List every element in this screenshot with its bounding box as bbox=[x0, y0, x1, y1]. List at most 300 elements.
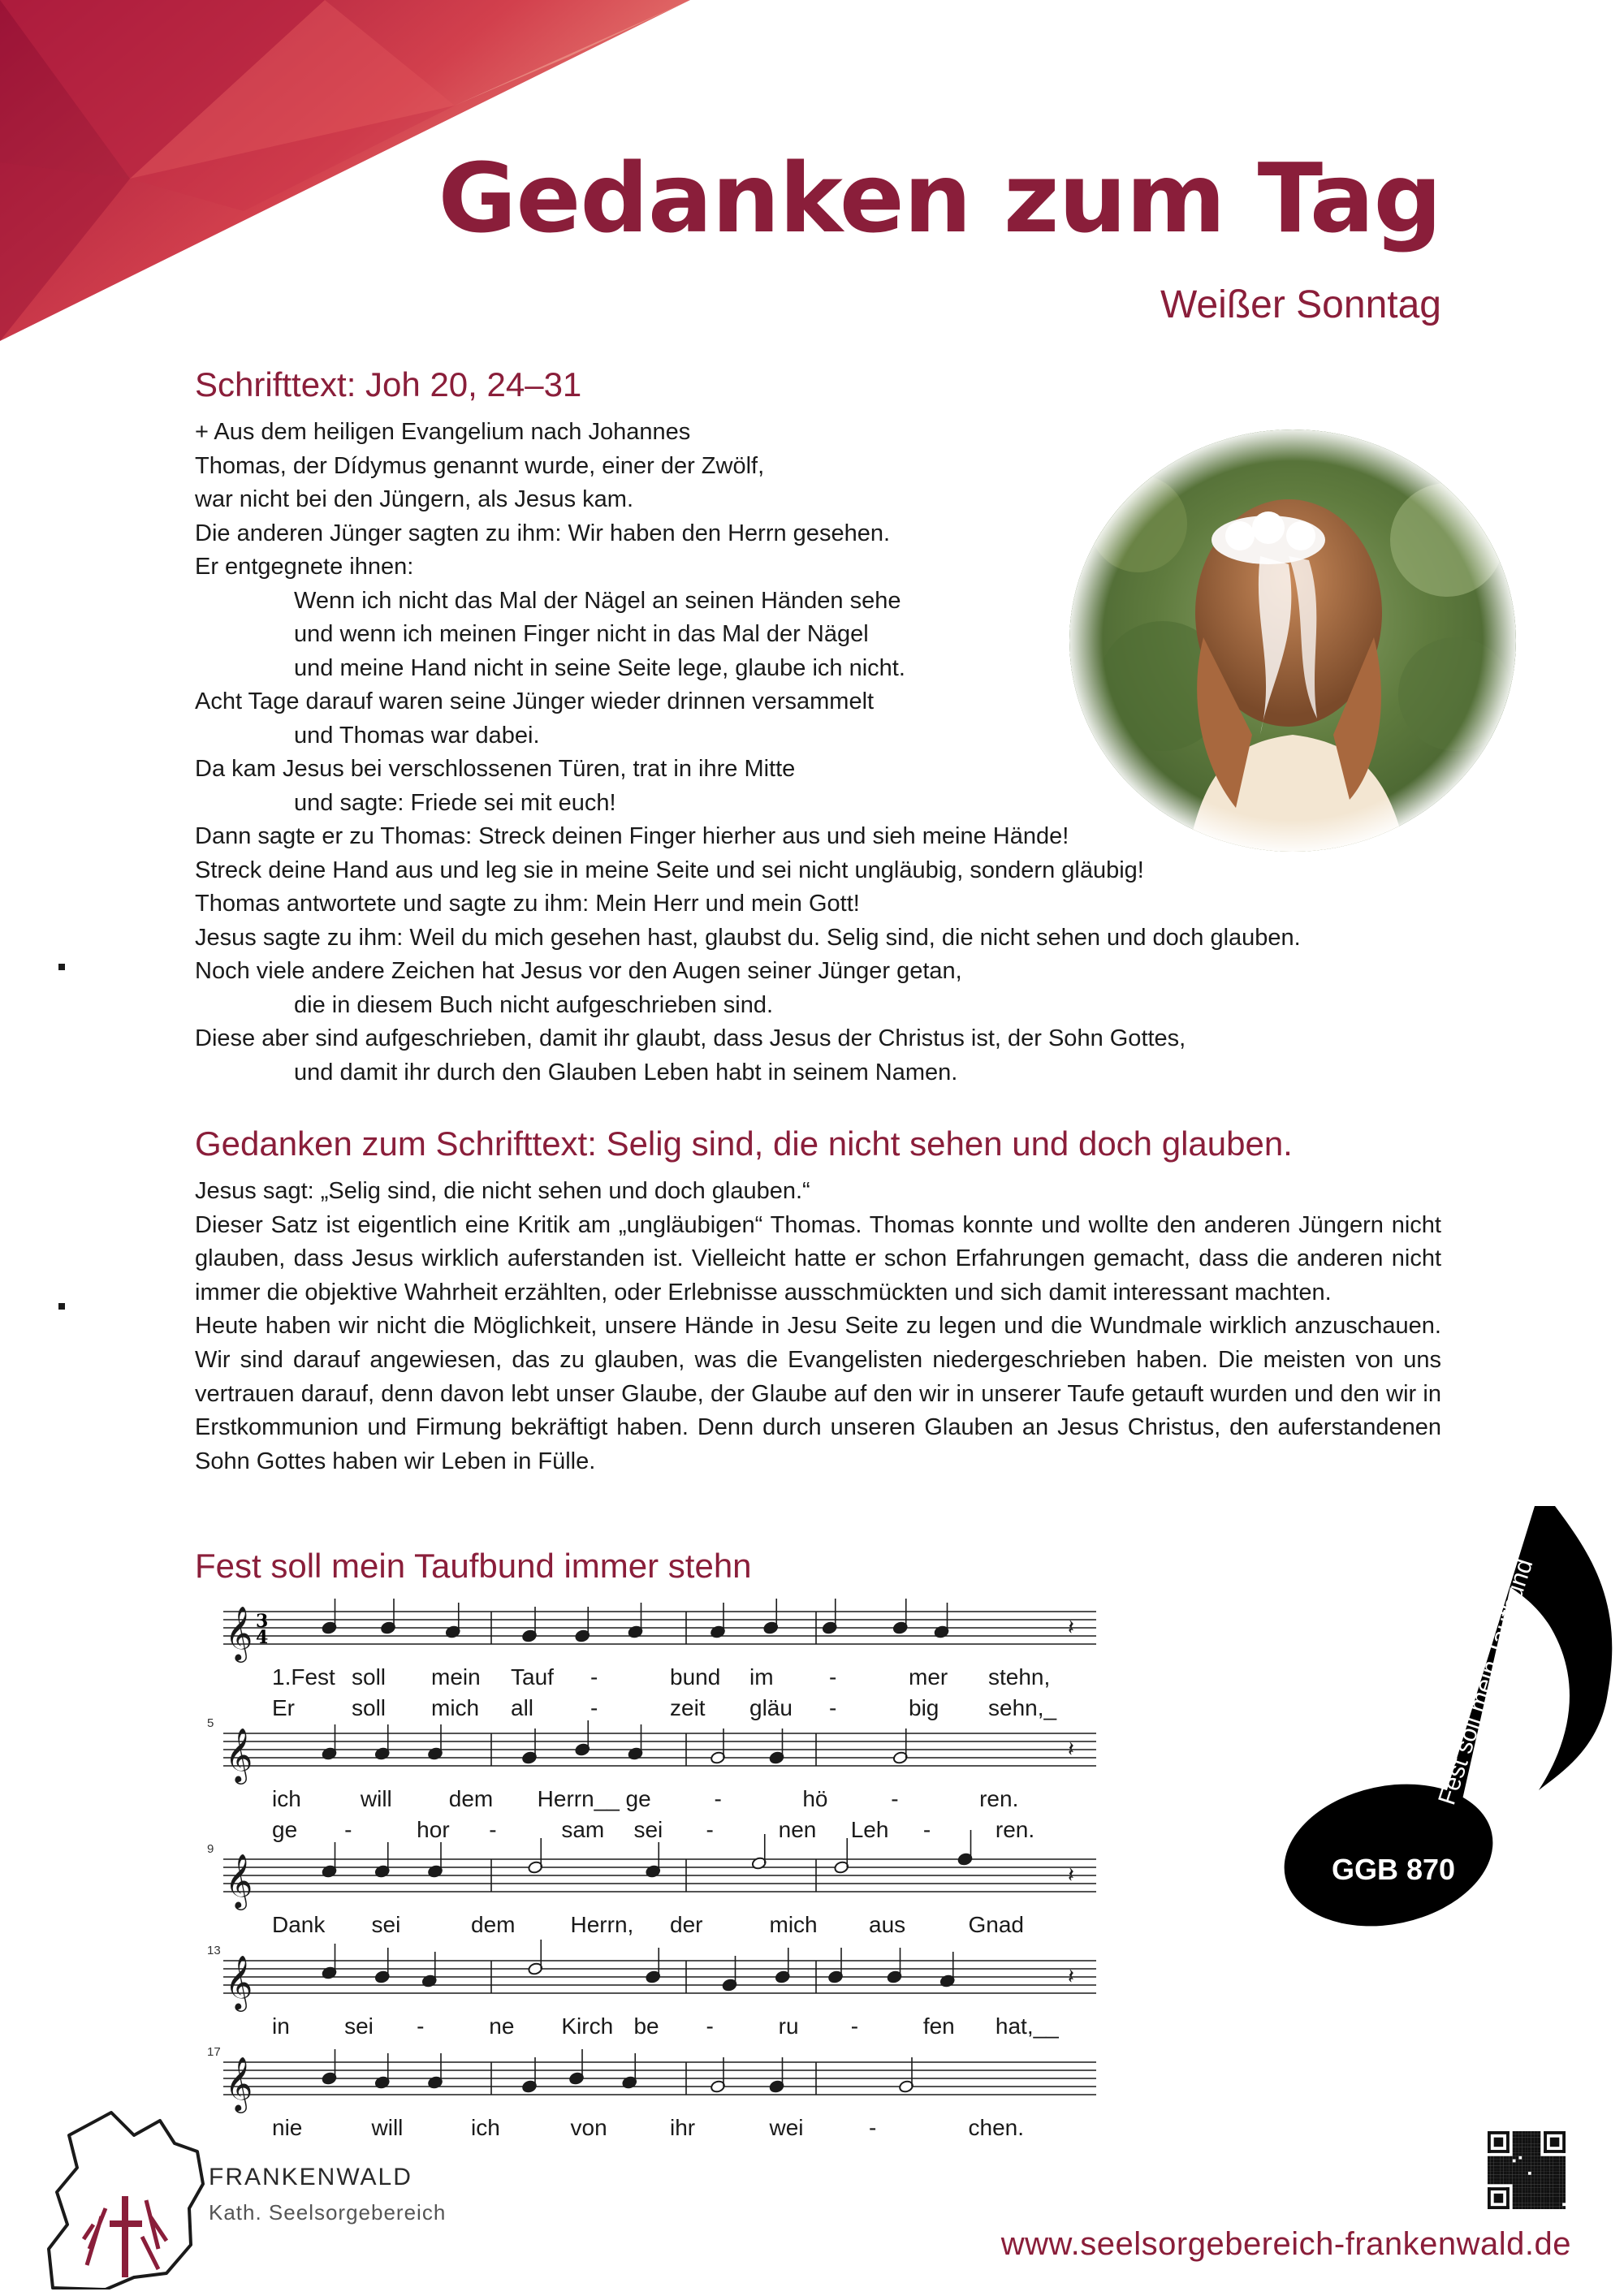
qr-module bbox=[1535, 2206, 1538, 2209]
qr-module bbox=[1518, 2165, 1522, 2169]
qr-module bbox=[1553, 2165, 1557, 2169]
scripture-line: Dann sagte er zu Thomas: Streck deinen Finger hierher aus und sieh meine Hände! bbox=[195, 823, 1069, 849]
qr-module bbox=[1562, 2172, 1566, 2175]
scripture-line: Thomas, der Dídymus genannt wurde, einer der Zwölf, bbox=[195, 452, 765, 479]
qr-module bbox=[1516, 2131, 1519, 2134]
qr-module bbox=[1494, 2175, 1497, 2178]
lyric-syllable: big bbox=[909, 1695, 939, 1720]
qr-module bbox=[1513, 2147, 1516, 2150]
lyric-syllable: von bbox=[570, 2115, 607, 2140]
qr-module bbox=[1525, 2143, 1528, 2147]
qr-module bbox=[1531, 2143, 1535, 2147]
lyric-syllable: hat,__ bbox=[995, 2013, 1059, 2039]
qr-module bbox=[1531, 2181, 1535, 2184]
qr-module bbox=[1531, 2153, 1535, 2156]
qr-module bbox=[1525, 2156, 1528, 2160]
qr-module bbox=[1500, 2172, 1503, 2175]
qr-module bbox=[1522, 2178, 1525, 2182]
qr-module bbox=[1540, 2165, 1544, 2169]
qr-module bbox=[1553, 2203, 1557, 2206]
qr-module bbox=[1550, 2199, 1553, 2203]
qr-module bbox=[1518, 2199, 1522, 2203]
qr-module bbox=[1528, 2190, 1531, 2194]
qr-module bbox=[1522, 2131, 1525, 2134]
qr-module bbox=[1518, 2138, 1522, 2141]
scripture-line: die in diesem Buch nicht aufgeschrieben sind. bbox=[294, 991, 774, 1018]
lyric-syllable: - bbox=[850, 2013, 859, 2039]
qr-module bbox=[1528, 2162, 1531, 2165]
qr-module bbox=[1550, 2172, 1553, 2175]
qr-module bbox=[1559, 2197, 1562, 2200]
qr-module bbox=[1516, 2190, 1519, 2194]
qr-module bbox=[1525, 2169, 1528, 2172]
qr-module bbox=[1528, 2187, 1531, 2190]
lyric-syllable: nen bbox=[778, 1817, 817, 1842]
qr-module bbox=[1559, 2184, 1562, 2187]
qr-module bbox=[1500, 2175, 1503, 2178]
qr-module bbox=[1556, 2165, 1559, 2169]
qr-module bbox=[1488, 2178, 1491, 2182]
qr-module bbox=[1513, 2141, 1516, 2144]
qr-module bbox=[1550, 2187, 1553, 2190]
qr-module bbox=[1544, 2203, 1547, 2206]
qr-module bbox=[1510, 2181, 1513, 2184]
qr-module bbox=[1494, 2162, 1497, 2165]
lyric-syllable: wei bbox=[769, 2115, 804, 2140]
qr-module bbox=[1531, 2138, 1535, 2141]
qr-module bbox=[1550, 2184, 1553, 2187]
qr-module bbox=[1544, 2178, 1547, 2182]
lyric-syllable: dem bbox=[448, 1786, 494, 1811]
scripture-line: + Aus dem heiligen Evangelium nach Johannes bbox=[195, 419, 691, 445]
qr-module bbox=[1531, 2147, 1535, 2150]
qr-module bbox=[1494, 2138, 1504, 2147]
qr-module bbox=[1506, 2156, 1510, 2160]
qr-module bbox=[1525, 2206, 1528, 2209]
qr-module bbox=[1537, 2160, 1540, 2163]
qr-module bbox=[1562, 2131, 1566, 2153]
scripture-line: Noch viele andere Zeichen hat Jesus vor den Augen seiner Jünger getan, bbox=[195, 958, 962, 984]
scripture-line: und meine Hand nicht in seine Seite lege, glaube ich nicht. bbox=[294, 654, 905, 681]
qr-module bbox=[1518, 2162, 1522, 2165]
lyric-syllable: ren. bbox=[995, 1817, 1035, 1842]
scripture-line: Er entgegnete ihnen: bbox=[195, 554, 414, 580]
qr-module bbox=[1506, 2160, 1510, 2163]
qr-module bbox=[1547, 2175, 1550, 2178]
qr-module bbox=[1535, 2187, 1538, 2190]
qr-module bbox=[1528, 2147, 1531, 2150]
qr-module bbox=[1535, 2172, 1538, 2175]
qr-module bbox=[1513, 2162, 1516, 2165]
qr-module bbox=[1531, 2203, 1535, 2206]
qr-module bbox=[1516, 2203, 1519, 2206]
qr-module bbox=[1522, 2197, 1525, 2200]
lyric-syllable: der bbox=[670, 1912, 703, 1937]
lyric-syllable: mich bbox=[431, 1695, 480, 1720]
qr-module bbox=[1540, 2156, 1544, 2160]
qr-module bbox=[1540, 2197, 1544, 2200]
lyric-syllable: Gnad bbox=[968, 1912, 1024, 1937]
qr-module bbox=[1556, 2187, 1559, 2190]
qr-module bbox=[1547, 2160, 1550, 2163]
qr-module bbox=[1559, 2194, 1562, 2197]
qr-module bbox=[1518, 2131, 1522, 2134]
lyric-syllable: Herrn, bbox=[570, 1912, 634, 1937]
qr-module bbox=[1540, 2194, 1544, 2197]
quarter-rest-icon: 𝄽 bbox=[1068, 1616, 1074, 1640]
qr-module bbox=[1516, 2169, 1519, 2172]
qr-module bbox=[1537, 2203, 1540, 2206]
qr-module bbox=[1531, 2162, 1535, 2165]
qr-module bbox=[1518, 2197, 1522, 2200]
qr-module bbox=[1525, 2181, 1528, 2184]
qr-module bbox=[1547, 2199, 1550, 2203]
qr-module bbox=[1500, 2156, 1503, 2160]
lyric-syllable: - bbox=[344, 1817, 352, 1842]
qr-module bbox=[1506, 2162, 1510, 2165]
qr-module bbox=[1562, 2197, 1566, 2200]
qr-module bbox=[1556, 2160, 1559, 2163]
qr-module bbox=[1522, 2134, 1525, 2138]
qr-module bbox=[1537, 2156, 1540, 2160]
measure-number: 9 bbox=[207, 1842, 214, 1856]
lyric-syllable: - bbox=[891, 1786, 899, 1811]
lyric-syllable: - bbox=[417, 2013, 425, 2039]
qr-module bbox=[1522, 2190, 1525, 2194]
lyric-syllable: chen. bbox=[968, 2115, 1024, 2140]
lyric-syllable: - bbox=[590, 1695, 598, 1720]
qr-module bbox=[1516, 2160, 1519, 2163]
lyric-syllable: aus bbox=[869, 1912, 906, 1937]
qr-module bbox=[1522, 2203, 1525, 2206]
qr-module bbox=[1535, 2134, 1538, 2138]
qr-module bbox=[1525, 2197, 1528, 2200]
qr-module bbox=[1528, 2184, 1531, 2187]
qr-module bbox=[1528, 2143, 1531, 2147]
lyric-syllable: ren. bbox=[979, 1786, 1019, 1811]
qr-module bbox=[1540, 2206, 1544, 2209]
qr-module bbox=[1535, 2181, 1538, 2184]
qr-module bbox=[1531, 2141, 1535, 2144]
qr-module bbox=[1518, 2169, 1522, 2172]
scripture-line: und sagte: Friede sei mit euch! bbox=[294, 789, 616, 816]
scripture-line: Diese aber sind aufgeschrieben, damit ihr glaubt, dass Jesus der Christus ist, der Sohn Gottes, bbox=[195, 1025, 1186, 1051]
qr-module bbox=[1516, 2181, 1519, 2184]
note-caption: Fest soll mein Taufbund bbox=[1433, 1556, 1539, 1809]
qr-module bbox=[1540, 2190, 1544, 2194]
qr-module bbox=[1544, 2206, 1547, 2209]
qr-module bbox=[1540, 2162, 1544, 2165]
qr-module bbox=[1516, 2153, 1519, 2156]
qr-module bbox=[1503, 2169, 1506, 2172]
scripture-line: und Thomas war dabei. bbox=[294, 722, 540, 749]
qr-module bbox=[1525, 2131, 1528, 2134]
qr-module bbox=[1491, 2181, 1494, 2184]
margin-bullet bbox=[58, 964, 65, 970]
qr-module bbox=[1525, 2134, 1528, 2138]
qr-module bbox=[1522, 2150, 1525, 2153]
qr-module bbox=[1500, 2181, 1503, 2184]
treble-clef-icon: 𝄞 bbox=[225, 1605, 253, 1660]
qr-module bbox=[1550, 2206, 1553, 2209]
qr-module bbox=[1503, 2165, 1506, 2169]
qr-module bbox=[1516, 2172, 1519, 2175]
qr-module bbox=[1513, 2143, 1516, 2147]
website-link[interactable]: www.seelsorgebereich-frankenwald.de bbox=[1000, 2226, 1571, 2262]
qr-module bbox=[1550, 2162, 1553, 2165]
qr-module bbox=[1497, 2175, 1501, 2178]
quarter-rest-icon: 𝄽 bbox=[1068, 1965, 1074, 1989]
qr-module bbox=[1562, 2206, 1566, 2209]
qr-module bbox=[1528, 2141, 1531, 2144]
qr-module bbox=[1556, 2184, 1559, 2187]
qr-module bbox=[1491, 2160, 1494, 2163]
qr-module bbox=[1531, 2190, 1535, 2194]
qr-module bbox=[1516, 2138, 1519, 2141]
qr-module bbox=[1540, 2175, 1544, 2178]
qr-module bbox=[1525, 2194, 1528, 2197]
lyric-syllable: all bbox=[511, 1695, 534, 1720]
qr-module bbox=[1537, 2172, 1540, 2175]
measure-number: 13 bbox=[207, 1944, 221, 1957]
time-signature-top: 3 bbox=[256, 1611, 269, 1632]
qr-module bbox=[1528, 2131, 1531, 2134]
qr-module bbox=[1547, 2172, 1550, 2175]
qr-module bbox=[1531, 2134, 1535, 2138]
qr-module bbox=[1516, 2143, 1519, 2147]
qr-module bbox=[1528, 2175, 1531, 2178]
qr-module bbox=[1506, 2178, 1510, 2182]
qr-module bbox=[1516, 2156, 1519, 2160]
qr-module bbox=[1562, 2156, 1566, 2160]
qr-module bbox=[1544, 2150, 1566, 2153]
qr-module bbox=[1544, 2169, 1547, 2172]
qr-module bbox=[1540, 2172, 1544, 2175]
qr-module bbox=[1522, 2199, 1525, 2203]
org-name: FRANKENWALD bbox=[209, 2164, 412, 2190]
qr-module bbox=[1516, 2162, 1519, 2165]
lyric-syllable: will bbox=[360, 1786, 392, 1811]
qr-module bbox=[1559, 2199, 1562, 2203]
qr-module bbox=[1544, 2187, 1547, 2190]
qr-module bbox=[1544, 2184, 1547, 2187]
qr-module bbox=[1550, 2178, 1553, 2182]
qr-module bbox=[1544, 2165, 1547, 2169]
org-subtitle: Kath. Seelsorgebereich bbox=[209, 2200, 447, 2225]
thoughts-text bbox=[195, 1175, 1441, 1478]
qr-module bbox=[1503, 2175, 1506, 2178]
treble-clef-icon: 𝄞 bbox=[225, 1727, 253, 1782]
qr-module bbox=[1513, 2197, 1516, 2200]
lyric-syllable: - bbox=[869, 2115, 877, 2140]
qr-module bbox=[1531, 2160, 1535, 2163]
qr-module bbox=[1531, 2199, 1535, 2203]
qr-module bbox=[1525, 2187, 1528, 2190]
qr-module bbox=[1522, 2138, 1525, 2141]
qr-module bbox=[1537, 2138, 1540, 2141]
qr-module bbox=[1544, 2162, 1547, 2165]
qr-module bbox=[1513, 2169, 1516, 2172]
qr-module bbox=[1553, 2162, 1557, 2165]
qr-module bbox=[1535, 2184, 1538, 2187]
thoughts-paragraph: Heute haben wir nicht die Möglichkeit, unsere Hände in Jesu Seite zu legen und die Wundmale wirklich anzuschauen. Wir sind darauf angewiesen, das zu glauben, was die Evangelisten niedergeschrieben haben. Die meisten von uns vertrauen darauf, denn davon lebt unser Glaube, der Glaube auf den wir in unserer Taufe getauft wurden und den wir in Erstkommunion und Firmung bekräftigt haben. Denn durch unseren Glauben an Jesus Christus, den auferstandenen Sohn Gottes haben wir Leben in Fülle. bbox=[195, 1313, 1441, 1474]
qr-module bbox=[1516, 2197, 1519, 2200]
qr-module bbox=[1488, 2175, 1491, 2178]
qr-module bbox=[1506, 2175, 1510, 2178]
qr-module bbox=[1500, 2178, 1503, 2182]
scripture-line: Acht Tage darauf waren seine Jünger wieder drinnen versammelt bbox=[195, 688, 875, 714]
qr-module bbox=[1510, 2172, 1513, 2175]
qr-module bbox=[1553, 2190, 1557, 2194]
qr-module bbox=[1513, 2199, 1516, 2203]
qr-module bbox=[1550, 2175, 1553, 2178]
qr-module bbox=[1518, 2172, 1522, 2175]
qr-module bbox=[1559, 2187, 1562, 2190]
qr-module bbox=[1510, 2162, 1513, 2165]
scripture-line: Da kam Jesus bei verschlossenen Türen, trat in ihre Mitte bbox=[195, 756, 796, 782]
thoughts-paragraph: Dieser Satz ist eigentlich eine Kritik am „ungläubigen“ Thomas. Thomas konnte und wollte den anderen Jüngern nicht glauben, dass Jesus wirklich auferstanden ist. Vielleicht hatte er schon Erfahrungen gemacht, dass die anderen nicht immer die objektive Wahrheit erzählten, oder Erlebnisse ausschmückten und sich damit interessant machten. bbox=[195, 1211, 1441, 1306]
qr-module bbox=[1559, 2160, 1562, 2163]
qr-module bbox=[1535, 2197, 1538, 2200]
scripture-line: Streck deine Hand aus und leg sie in meine Seite und sei nicht ungläubig, sondern gläubig! bbox=[195, 857, 1144, 883]
lyric-syllable: in bbox=[272, 2013, 290, 2039]
qr-module bbox=[1513, 2156, 1516, 2160]
qr-module bbox=[1528, 2178, 1531, 2182]
qr-module bbox=[1516, 2141, 1519, 2144]
lyric-syllable: ne bbox=[489, 2013, 515, 2039]
qr-module bbox=[1535, 2156, 1538, 2160]
qr-module bbox=[1537, 2190, 1540, 2194]
qr-module bbox=[1562, 2175, 1566, 2178]
lyric-syllable: - bbox=[829, 1695, 837, 1720]
qr-module bbox=[1559, 2206, 1562, 2209]
qr-module bbox=[1562, 2184, 1566, 2187]
qr-module bbox=[1547, 2206, 1550, 2209]
qr-module bbox=[1525, 2138, 1528, 2141]
qr-module bbox=[1516, 2184, 1519, 2187]
qr-module bbox=[1535, 2147, 1538, 2150]
lyric-syllable: Dank bbox=[272, 1912, 326, 1937]
lyric-syllable: ge bbox=[625, 1786, 651, 1811]
qr-module bbox=[1491, 2156, 1494, 2160]
qr-module bbox=[1547, 2162, 1550, 2165]
qr-module bbox=[1513, 2134, 1516, 2138]
qr-module bbox=[1528, 2160, 1531, 2163]
qr-module bbox=[1488, 2131, 1491, 2153]
qr-module bbox=[1537, 2162, 1540, 2165]
qr-module bbox=[1556, 2169, 1559, 2172]
lyric-syllable: - bbox=[706, 1817, 714, 1842]
qr-module bbox=[1531, 2172, 1535, 2175]
qr-module bbox=[1497, 2172, 1501, 2175]
lyric-syllable: - bbox=[706, 2013, 714, 2039]
lyric-syllable: sam bbox=[561, 1817, 605, 1842]
qr-module bbox=[1559, 2181, 1562, 2184]
measure-number: 5 bbox=[207, 1716, 214, 1730]
qr-module bbox=[1553, 2172, 1557, 2175]
qr-module bbox=[1525, 2175, 1528, 2178]
qr-module bbox=[1550, 2197, 1553, 2200]
qr-module bbox=[1528, 2165, 1531, 2169]
qr-module bbox=[1513, 2138, 1516, 2141]
qr-module bbox=[1562, 2181, 1566, 2184]
qr-module bbox=[1556, 2181, 1559, 2184]
qr-module bbox=[1491, 2172, 1494, 2175]
scripture-line: Wenn ich nicht das Mal der Nägel an seinen Händen sehe bbox=[294, 587, 901, 614]
qr-module bbox=[1556, 2162, 1559, 2165]
qr-module bbox=[1535, 2160, 1538, 2163]
scripture-line: und wenn ich meinen Finger nicht in das Mal der Nägel bbox=[294, 621, 869, 647]
qr-module bbox=[1550, 2165, 1553, 2169]
qr-module bbox=[1491, 2169, 1494, 2172]
qr-module bbox=[1497, 2160, 1501, 2163]
qr-module bbox=[1553, 2206, 1557, 2209]
qr-module bbox=[1537, 2181, 1540, 2184]
qr-module bbox=[1522, 2181, 1525, 2184]
qr-module bbox=[1522, 2147, 1525, 2150]
page-subtitle: Weißer Sonntag bbox=[1160, 283, 1441, 326]
frankenwald-logo bbox=[45, 2103, 467, 2290]
qr-module bbox=[1510, 2175, 1513, 2178]
scripture-line: und damit ihr durch den Glauben Leben habt in seinem Namen. bbox=[294, 1059, 958, 1085]
qr-module bbox=[1550, 2156, 1553, 2160]
lyric-syllable: Herrn__ bbox=[537, 1786, 620, 1811]
measure-number: 17 bbox=[207, 2045, 221, 2059]
qr-module bbox=[1547, 2169, 1550, 2172]
qr-module bbox=[1518, 2134, 1522, 2138]
lyric-syllable: - bbox=[829, 1664, 837, 1690]
lyric-syllable: Kirch bbox=[561, 2013, 614, 2039]
qr-module bbox=[1547, 2165, 1550, 2169]
margin-bullet bbox=[58, 1303, 65, 1310]
qr-module bbox=[1518, 2187, 1522, 2190]
qr-module bbox=[1518, 2206, 1522, 2209]
qr-module bbox=[1553, 2181, 1557, 2184]
scripture-line: Thomas antwortete und sagte zu ihm: Mein Herr und mein Gott! bbox=[195, 891, 860, 917]
qr-module bbox=[1513, 2165, 1516, 2169]
qr-module bbox=[1556, 2194, 1559, 2197]
lyric-syllable: ge bbox=[272, 1817, 298, 1842]
qr-module bbox=[1556, 2197, 1559, 2200]
qr-module bbox=[1513, 2150, 1516, 2153]
qr-module bbox=[1531, 2184, 1535, 2187]
qr-module bbox=[1500, 2169, 1503, 2172]
lyric-syllable: nie bbox=[272, 2115, 303, 2140]
thoughts-heading: Gedanken zum Schrifttext: Selig sind, die nicht sehen und doch glauben. bbox=[195, 1124, 1293, 1163]
qr-module bbox=[1503, 2160, 1506, 2163]
qr-module bbox=[1518, 2147, 1522, 2150]
qr-module bbox=[1518, 2190, 1522, 2194]
qr-module bbox=[1540, 2187, 1544, 2190]
qr-module bbox=[1550, 2181, 1553, 2184]
qr-module bbox=[1513, 2172, 1516, 2175]
qr-module bbox=[1540, 2199, 1544, 2203]
qr-module bbox=[1518, 2141, 1522, 2144]
qr-module bbox=[1488, 2156, 1491, 2160]
qr-module bbox=[1494, 2156, 1497, 2160]
scripture-line: Die anderen Jünger sagten zu ihm: Wir haben den Herrn gesehen. bbox=[195, 520, 891, 546]
qr-module bbox=[1513, 2175, 1516, 2178]
qr-module bbox=[1537, 2134, 1540, 2138]
qr-module bbox=[1522, 2194, 1525, 2197]
qr-module bbox=[1491, 2175, 1494, 2178]
qr-module bbox=[1556, 2178, 1559, 2182]
qr-module bbox=[1544, 2197, 1547, 2200]
qr-module bbox=[1497, 2165, 1501, 2169]
qr-module bbox=[1537, 2165, 1540, 2169]
quarter-rest-icon: 𝄽 bbox=[1068, 1863, 1074, 1888]
qr-module bbox=[1547, 2194, 1550, 2197]
